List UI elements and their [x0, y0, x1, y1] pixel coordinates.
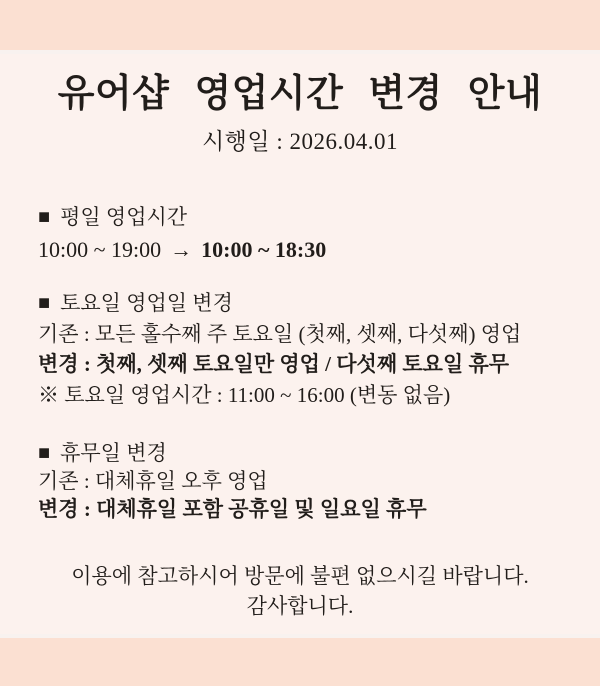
section-saturday-heading: [38, 291, 233, 316]
saturday-note-line: ※ 토요일 영업시간 : 11:00 ~ 16:00 (변동 없음): [38, 383, 451, 407]
holiday-after-line: 변경 : 대체휴일 포함 공휴일 및 일요일 휴무: [38, 497, 427, 521]
weekday-new-hours: 10:00 ~ 18:30: [201, 237, 327, 262]
section-weekday-heading: [38, 205, 187, 230]
weekday-old-hours: 10:00 ~ 19:00: [38, 237, 162, 262]
effective-date: 시행일 : 2026.04.01: [201, 129, 399, 154]
footer-message: 이용에 참고하시어 방문에 불편 없으시길 바랍니다.: [71, 564, 529, 588]
saturday-after-line: 변경 : 첫째, 셋째 토요일만 영업 / 다섯째 토요일 휴무: [38, 352, 510, 376]
notice-content: [0, 50, 600, 638]
top-border-band: [0, 0, 600, 50]
page-title: 유어샵 영업시간 변경 안내: [57, 73, 543, 115]
section-heading-text: 토요일 영업일 변경: [60, 291, 233, 315]
square-bullet-icon: ■: [38, 292, 51, 314]
saturday-before-line: 기존 : 모든 홀수째 주 토요일 (첫째, 셋째, 다섯째) 영업: [38, 322, 522, 346]
holiday-before-line: 기존 : 대체휴일 오후 영업: [38, 469, 268, 493]
section-holiday-heading: [38, 441, 167, 466]
weekday-hours-line: [38, 237, 326, 262]
square-bullet-icon: ■: [38, 442, 51, 464]
footer-thanks: 감사합니다.: [246, 594, 354, 618]
section-heading-text: 휴무일 변경: [60, 441, 167, 465]
bottom-border-band: [0, 638, 600, 686]
square-bullet-icon: ■: [38, 206, 51, 228]
section-heading-text: 평일 영업시간: [60, 205, 188, 229]
arrow-right-icon: →: [170, 237, 193, 262]
